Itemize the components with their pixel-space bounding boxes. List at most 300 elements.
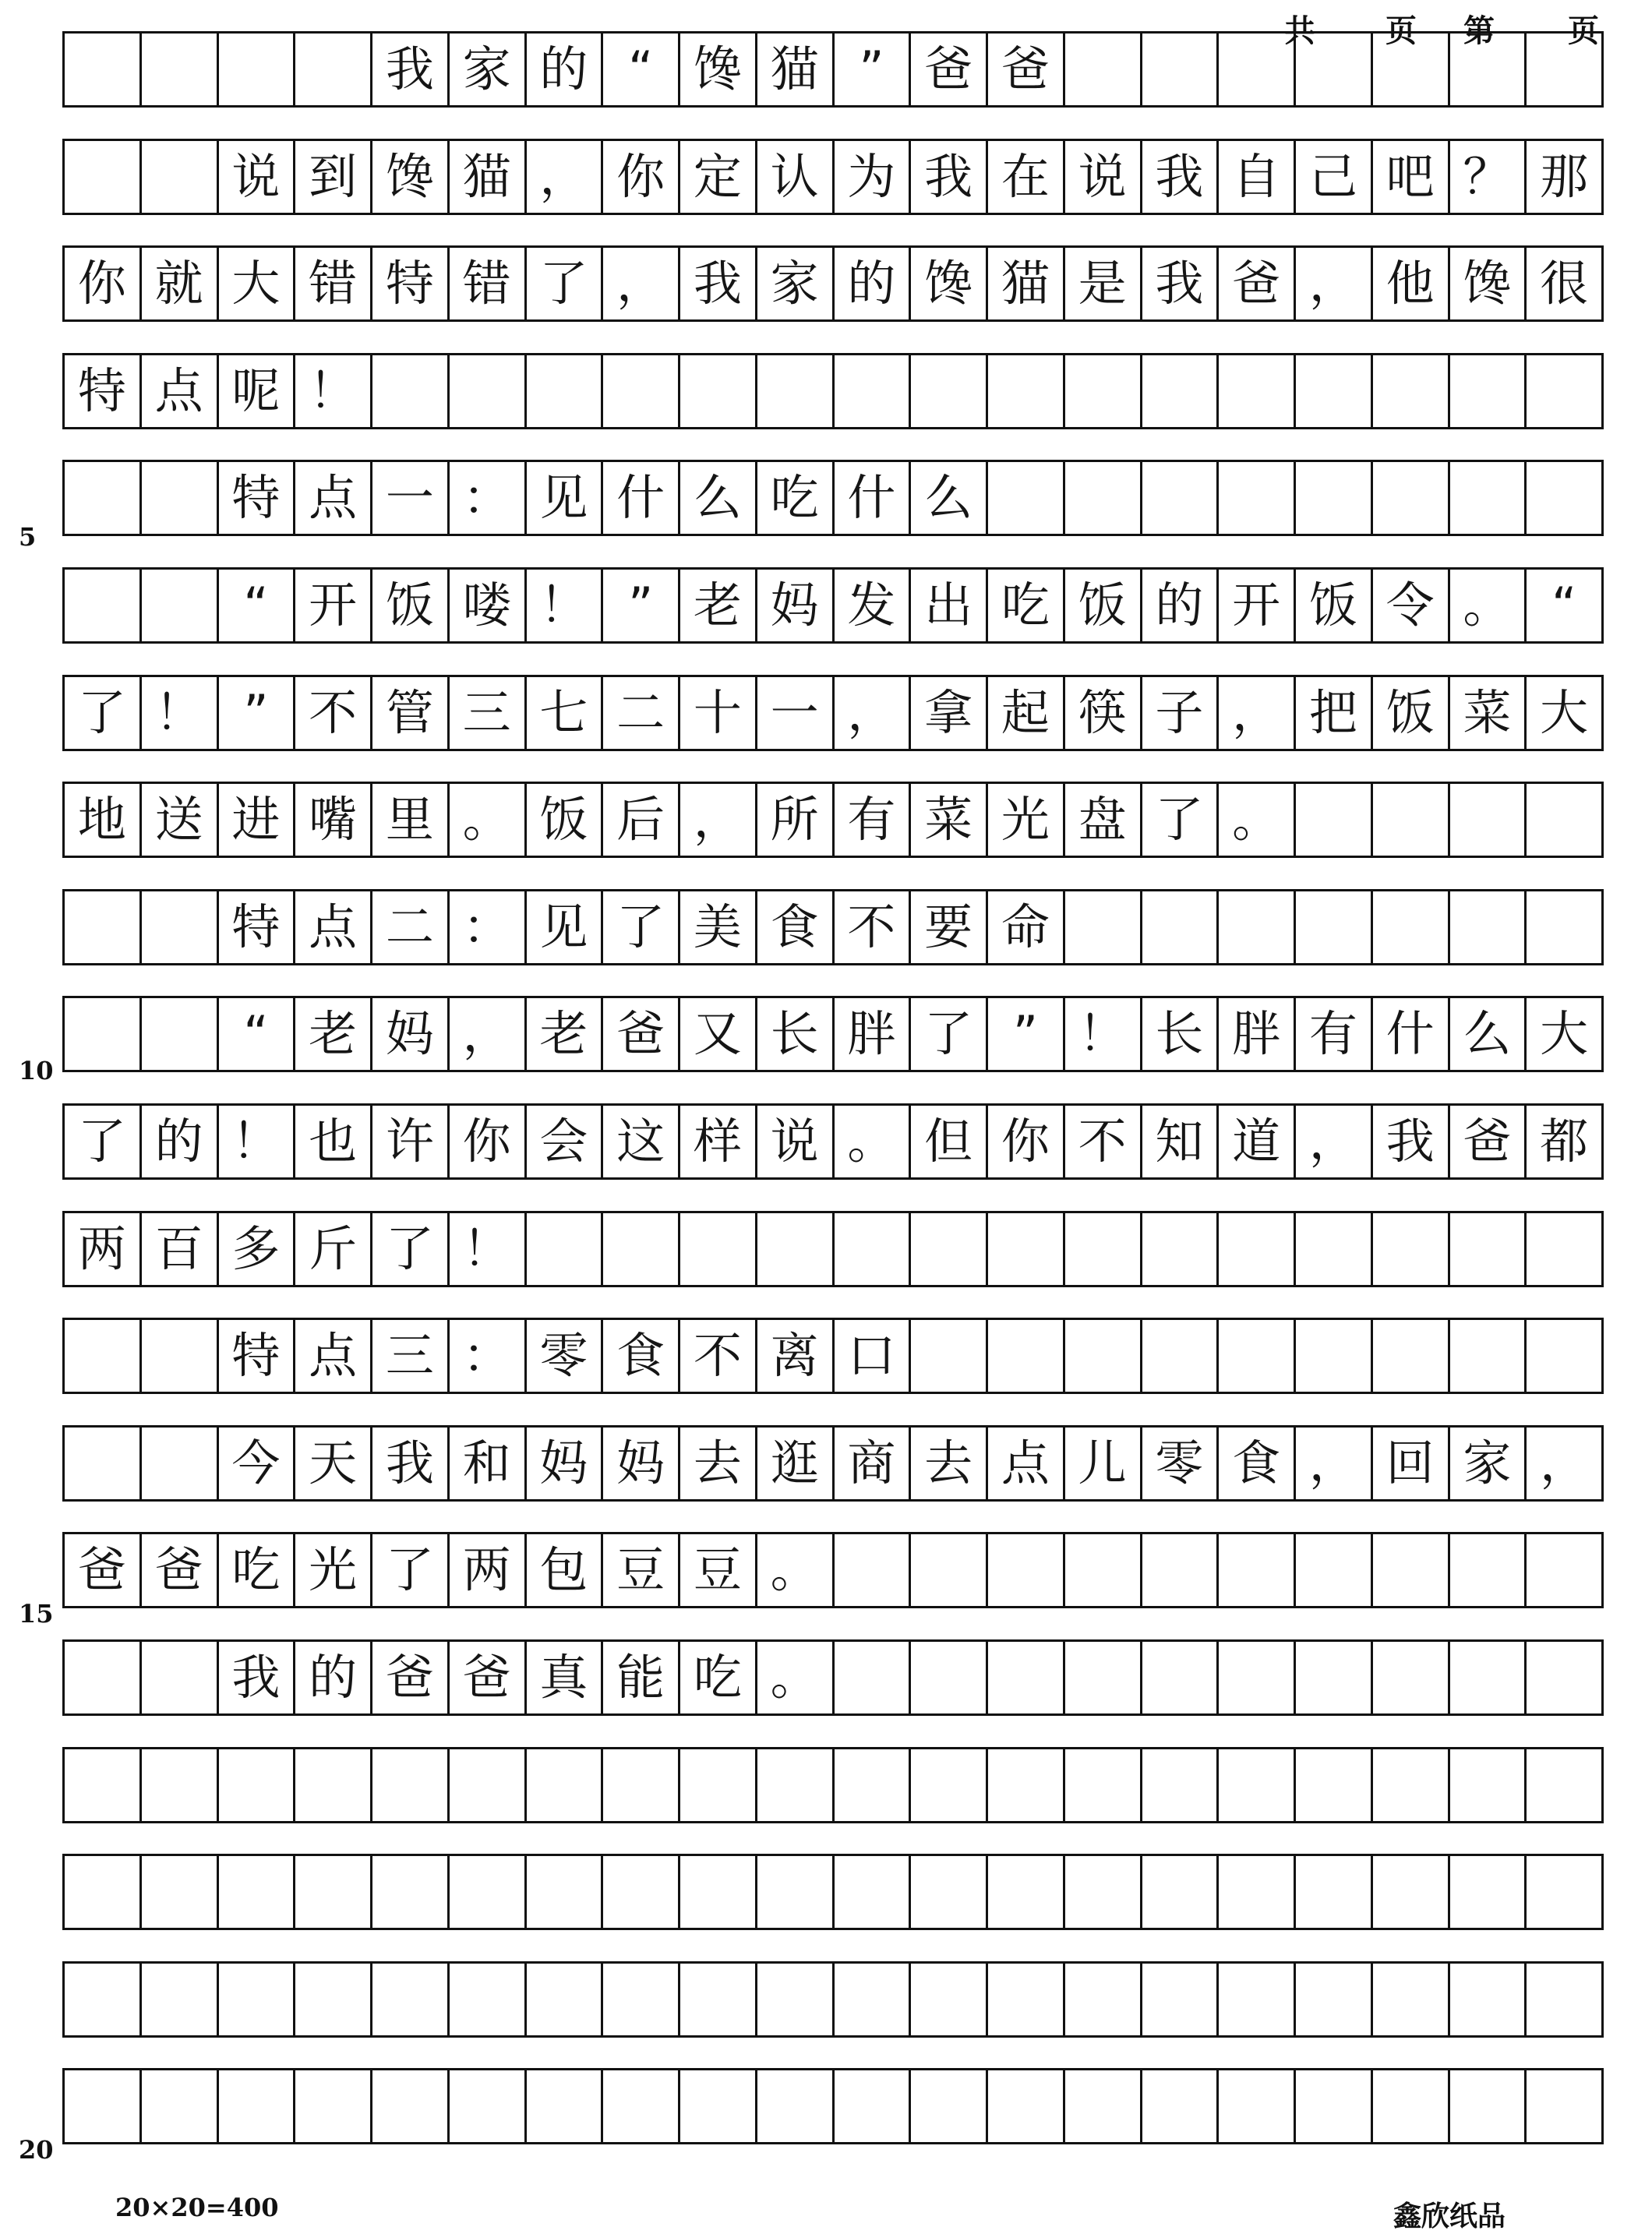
grid-cell	[1450, 1534, 1527, 1606]
grid-cell: 光	[988, 784, 1065, 856]
grid-cell: 菜	[1450, 677, 1527, 749]
grid-cell	[1296, 1642, 1373, 1713]
grid-cell: 我	[1142, 141, 1220, 213]
grid-cell: 样	[680, 1106, 757, 1177]
grid-cell	[911, 1964, 988, 2035]
grid-cell: 我	[1142, 248, 1220, 319]
grid-cell	[1450, 462, 1527, 534]
grid-cell	[142, 998, 219, 1070]
grid-cell	[1219, 34, 1296, 105]
grid-cell: 吧	[1373, 141, 1450, 213]
grid-cell: 吃	[988, 570, 1065, 641]
grid-cell: 点	[142, 355, 219, 427]
grid-cell: ，	[1540, 1435, 1589, 1491]
grid-cell	[988, 1642, 1065, 1713]
grid-cell	[1450, 2070, 1527, 2142]
grid-cell	[1373, 1534, 1450, 1606]
grid-cell: 那	[1540, 148, 1589, 205]
grid-cell: “	[219, 998, 296, 1070]
grid-cell	[527, 1856, 604, 1928]
grid-cell: 了	[372, 1213, 450, 1285]
grid-cell	[1296, 2070, 1373, 2142]
grid-cell: ”	[988, 998, 1065, 1070]
grid-cell	[1527, 1534, 1601, 1606]
grid-cell	[1450, 1856, 1527, 1928]
grid-cell	[372, 355, 450, 427]
grid-cell: 两	[65, 1213, 142, 1285]
grid-cell	[1065, 1749, 1142, 1821]
grid-cell	[835, 1964, 912, 2035]
grid-cell: 爸	[988, 34, 1065, 105]
grid-cell: 道	[1219, 1106, 1296, 1177]
grid-cell	[372, 1856, 450, 1928]
grid-cell: 后	[603, 784, 680, 856]
grid-cell: 老	[680, 570, 757, 641]
grid-cell: 特	[219, 1320, 296, 1392]
grid-cell: 认	[757, 141, 835, 213]
line-number-20: 20	[19, 2135, 54, 2165]
grid-cell: 么	[1450, 998, 1527, 1070]
grid-cell	[1065, 2070, 1142, 2142]
grid-cell: ：	[450, 1320, 527, 1392]
grid-cell	[295, 34, 372, 105]
grid-cell	[1373, 1320, 1450, 1392]
header-page: 页	[1385, 12, 1417, 49]
grid-cell: 家	[450, 34, 527, 105]
grid-cell: ！	[142, 677, 219, 749]
grid-cell: ，	[680, 784, 757, 856]
grid-cell	[988, 1749, 1065, 1821]
grid-cell	[1450, 1749, 1527, 1821]
grid-cell	[65, 34, 142, 105]
grid-cell: 什	[1373, 998, 1450, 1070]
grid-cell	[757, 2070, 835, 2142]
grid-cell	[1065, 462, 1142, 534]
grid-cell	[1527, 1964, 1601, 2035]
grid-cell: 三	[450, 677, 527, 749]
grid-cell: 说	[219, 141, 296, 213]
grid-cell: 百	[142, 1213, 219, 1285]
grid-row	[62, 1639, 1604, 1716]
grid-cell: ，	[1296, 1106, 1373, 1177]
grid-cell: 喽	[450, 570, 527, 641]
grid-cell	[1527, 1856, 1601, 1928]
grid-cell	[65, 1428, 142, 1499]
header-page-2: 页	[1568, 12, 1599, 49]
grid-cell	[450, 2070, 527, 2142]
grid-cell	[1142, 1642, 1220, 1713]
grid-cell: 妈	[603, 1428, 680, 1499]
grid-cell: 盘	[1065, 784, 1142, 856]
grid-cell	[603, 1749, 680, 1821]
grid-cell: ，	[527, 141, 604, 213]
grid-cell: 也	[295, 1106, 372, 1177]
grid-cell: ！	[295, 355, 372, 427]
grid-cell	[988, 1320, 1065, 1392]
grid-cell: 家	[1450, 1428, 1527, 1499]
grid-cell	[142, 2070, 219, 2142]
grid-cell	[372, 1964, 450, 2035]
grid-cell: ！	[219, 1106, 296, 1177]
grid-cell	[219, 1749, 296, 1821]
grid-cell	[1142, 1749, 1220, 1821]
grid-cell	[835, 1642, 912, 1713]
grid-cell	[450, 1749, 527, 1821]
grid-cell: 为	[835, 141, 912, 213]
grid-cell	[1373, 1964, 1450, 2035]
grid-cell: ”	[603, 570, 680, 641]
grid-cell: 二	[372, 891, 450, 963]
grid-row	[62, 1318, 1604, 1394]
grid-cell	[1373, 2070, 1450, 2142]
grid-cell: 什	[835, 462, 912, 534]
grid-cell: 爸	[1450, 1106, 1527, 1177]
grid-cell: 馋	[372, 141, 450, 213]
paper-brand: 鑫欣纸品	[1393, 2200, 1506, 2232]
grid-cell: 了	[911, 998, 988, 1070]
grid-cell: 饭	[1373, 677, 1450, 749]
grid-cell	[450, 1856, 527, 1928]
grid-cell	[1373, 784, 1450, 856]
grid-cell: 自	[1219, 141, 1296, 213]
grid-cell	[142, 1856, 219, 1928]
grid-cell: ，	[1296, 248, 1373, 319]
grid-cell	[835, 355, 912, 427]
grid-cell: 了	[1142, 784, 1220, 856]
grid-cell: 会	[527, 1106, 604, 1177]
grid-cell	[1527, 34, 1601, 105]
grid-cell	[1296, 1213, 1373, 1285]
grid-cell: ！	[1065, 998, 1142, 1070]
grid-cell	[1373, 1856, 1450, 1928]
grid-cell: 饭	[1065, 570, 1142, 641]
grid-cell	[142, 1749, 219, 1821]
grid-cell	[1219, 355, 1296, 427]
grid-cell	[911, 2070, 988, 2142]
grid-cell	[1296, 355, 1373, 427]
grid-cell: 命	[988, 891, 1065, 963]
grid-cell	[295, 1749, 372, 1821]
grid-cell	[219, 2070, 296, 2142]
grid-cell: 嘴	[295, 784, 372, 856]
grid-cell: 豆	[680, 1534, 757, 1606]
grid-cell: 馋	[911, 248, 988, 319]
grid-cell	[1296, 1749, 1373, 1821]
grid-cell: 老	[527, 998, 604, 1070]
grid-cell	[911, 1213, 988, 1285]
grid-cell: 我	[372, 34, 450, 105]
grid-cell: ，	[603, 248, 680, 319]
grid-cell: 爸	[142, 1534, 219, 1606]
grid-cell	[835, 2070, 912, 2142]
grid-row	[62, 2068, 1604, 2144]
grid-cell: 了	[527, 248, 604, 319]
grid-row	[62, 139, 1604, 215]
grid-cell	[1142, 462, 1220, 534]
grid-cell: ：	[450, 462, 527, 534]
grid-spec: 20×20=400	[115, 2193, 279, 2222]
line-number-15: 15	[19, 1599, 54, 1629]
grid-cell	[1450, 784, 1527, 856]
grid-cell	[988, 1534, 1065, 1606]
grid-cell: 一	[372, 462, 450, 534]
grid-cell	[1450, 1964, 1527, 2035]
grid-cell: ，	[450, 998, 527, 1070]
grid-cell: 开	[295, 570, 372, 641]
grid-cell: 你	[603, 141, 680, 213]
grid-cell: 错	[450, 248, 527, 319]
grid-cell: 家	[757, 248, 835, 319]
grid-cell	[1219, 1642, 1296, 1713]
grid-cell: ，	[1219, 677, 1296, 749]
grid-cell	[1142, 1320, 1220, 1392]
grid-cell: 光	[295, 1534, 372, 1606]
line-number-5: 5	[19, 522, 37, 552]
grid-cell: 我	[1373, 1106, 1450, 1177]
grid-cell	[65, 1856, 142, 1928]
grid-cell	[527, 1213, 604, 1285]
grid-cell: 了	[603, 891, 680, 963]
grid-cell	[1373, 1642, 1450, 1713]
grid-cell: 长	[757, 998, 835, 1070]
grid-row	[62, 353, 1604, 429]
grid-cell	[219, 34, 296, 105]
grid-cell: “	[603, 34, 680, 105]
grid-cell	[1527, 1642, 1601, 1713]
grid-cell	[1219, 1213, 1296, 1285]
grid-cell	[1296, 462, 1373, 534]
grid-cell	[1219, 2070, 1296, 2142]
grid-cell: 。	[757, 1534, 835, 1606]
grid-cell	[65, 141, 142, 213]
grid-cell: 天	[295, 1428, 372, 1499]
grid-cell	[1142, 1213, 1220, 1285]
grid-cell: 两	[450, 1534, 527, 1606]
grid-cell: 定	[680, 141, 757, 213]
grid-cell	[680, 1749, 757, 1821]
grid-cell: 知	[1142, 1106, 1220, 1177]
grid-cell	[1373, 1749, 1450, 1821]
grid-cell: 什	[603, 462, 680, 534]
grid-cell	[1065, 1534, 1142, 1606]
grid-cell: 离	[757, 1320, 835, 1392]
grid-cell: 零	[527, 1320, 604, 1392]
grid-cell: 爸	[603, 998, 680, 1070]
grid-cell: ，	[1296, 1428, 1373, 1499]
grid-cell	[142, 1320, 219, 1392]
grid-cell	[142, 462, 219, 534]
grid-cell: 。	[450, 784, 527, 856]
grid-cell	[1065, 34, 1142, 105]
grid-cell: 的	[1142, 570, 1220, 641]
grid-cell: ！	[527, 570, 604, 641]
grid-cell	[219, 1856, 296, 1928]
grid-cell: 十	[680, 677, 757, 749]
grid-cell: 但	[911, 1106, 988, 1177]
grid-row	[62, 567, 1604, 644]
grid-cell	[603, 2070, 680, 2142]
grid-cell: 爸	[65, 1534, 142, 1606]
grid-cell	[1219, 1320, 1296, 1392]
grid-cell	[1450, 1213, 1527, 1285]
grid-row	[62, 1961, 1604, 2038]
grid-cell: 口	[835, 1320, 912, 1392]
grid-cell: 吃	[680, 1642, 757, 1713]
grid-cell	[1219, 462, 1296, 534]
grid-cell: 爸	[372, 1642, 450, 1713]
grid-cell	[527, 2070, 604, 2142]
grid-cell: 。	[1219, 784, 1296, 856]
grid-cell: 去	[680, 1428, 757, 1499]
grid-cell	[1296, 1964, 1373, 2035]
grid-cell: 斤	[295, 1213, 372, 1285]
grid-cell	[1296, 34, 1373, 105]
grid-cell: 吃	[757, 462, 835, 534]
grid-cell	[757, 355, 835, 427]
grid-cell	[527, 355, 604, 427]
grid-cell: 了	[372, 1534, 450, 1606]
grid-row	[62, 1532, 1604, 1608]
grid-cell	[1065, 1642, 1142, 1713]
grid-cell	[1450, 355, 1527, 427]
grid-cell: 多	[219, 1213, 296, 1285]
grid-cell: 老	[295, 998, 372, 1070]
grid-cell: 儿	[1065, 1428, 1142, 1499]
grid-cell: 爸	[911, 34, 988, 105]
grid-cell: 不	[295, 677, 372, 749]
grid-cell	[1065, 1856, 1142, 1928]
grid-cell: 包	[527, 1534, 604, 1606]
grid-cell	[835, 1749, 912, 1821]
grid-cell	[1296, 1534, 1373, 1606]
grid-cell	[295, 1964, 372, 2035]
grid-cell: 呢	[219, 355, 296, 427]
grid-cell: 不	[680, 1320, 757, 1392]
grid-cell: ”	[219, 677, 296, 749]
grid-cell	[1219, 1964, 1296, 2035]
grid-cell: 二	[603, 677, 680, 749]
grid-cell: 一	[757, 677, 835, 749]
grid-cell	[988, 1213, 1065, 1285]
grid-cell	[1527, 1320, 1601, 1392]
grid-cell: 长	[1142, 998, 1220, 1070]
grid-cell	[65, 462, 142, 534]
grid-cell: 地	[65, 784, 142, 856]
grid-row	[62, 31, 1604, 108]
grid-cell	[603, 355, 680, 427]
grid-cell: 你	[450, 1106, 527, 1177]
grid-cell: 胖	[1219, 998, 1296, 1070]
grid-cell: 许	[372, 1106, 450, 1177]
grid-cell	[142, 1964, 219, 2035]
grid-cell	[835, 1856, 912, 1928]
grid-cell	[911, 1642, 988, 1713]
grid-cell: 。	[757, 1642, 835, 1713]
grid-cell: “	[1551, 577, 1577, 633]
grid-cell: 我	[911, 141, 988, 213]
grid-row	[62, 1854, 1604, 1930]
grid-cell	[1527, 784, 1601, 856]
grid-cell: 七	[527, 677, 604, 749]
grid-cell	[757, 1856, 835, 1928]
grid-cell: 管	[372, 677, 450, 749]
grid-cell: 回	[1373, 1428, 1450, 1499]
grid-cell: 妈	[372, 998, 450, 1070]
grid-cell: 菜	[911, 784, 988, 856]
grid-row	[62, 1211, 1604, 1287]
grid-cell	[1296, 1856, 1373, 1928]
grid-cell: 饭	[527, 784, 604, 856]
grid-cell	[911, 1856, 988, 1928]
grid-cell	[1065, 1213, 1142, 1285]
grid-cell: 出	[911, 570, 988, 641]
grid-cell	[988, 462, 1065, 534]
grid-cell: 有	[1296, 998, 1373, 1070]
grid-row	[62, 1747, 1604, 1823]
grid-cell: 你	[988, 1106, 1065, 1177]
grid-cell	[1142, 34, 1220, 105]
grid-cell: 特	[219, 891, 296, 963]
grid-cell: 大	[219, 248, 296, 319]
grid-cell	[1065, 891, 1142, 963]
grid-cell	[1527, 462, 1601, 534]
header-nth: 第	[1463, 12, 1495, 49]
grid-cell: 点	[295, 462, 372, 534]
grid-cell	[757, 1749, 835, 1821]
grid-cell: 胖	[835, 998, 912, 1070]
grid-row	[62, 460, 1604, 536]
grid-cell: 逛	[757, 1428, 835, 1499]
grid-cell	[911, 1534, 988, 1606]
grid-cell	[65, 1749, 142, 1821]
grid-cell: 今	[219, 1428, 296, 1499]
grid-cell	[1065, 355, 1142, 427]
grid-cell: 的	[527, 34, 604, 105]
grid-cell: 点	[295, 891, 372, 963]
grid-cell: 开	[1219, 570, 1296, 641]
grid-cell	[1450, 1320, 1527, 1392]
grid-cell: 真	[527, 1642, 604, 1713]
grid-cell	[65, 570, 142, 641]
grid-cell: ：	[450, 891, 527, 963]
grid-cell	[988, 1964, 1065, 2035]
grid-cell: 里	[372, 784, 450, 856]
grid-cell	[1450, 34, 1527, 105]
grid-cell: 的	[835, 248, 912, 319]
grid-cell	[142, 34, 219, 105]
grid-cell: 你	[65, 248, 142, 319]
grid-cell	[1373, 891, 1450, 963]
grid-cell: 子	[1142, 677, 1220, 749]
grid-cell	[65, 1964, 142, 2035]
grid-cell: 我	[372, 1428, 450, 1499]
grid-cell	[757, 1964, 835, 2035]
grid-cell	[450, 355, 527, 427]
grid-row	[62, 996, 1604, 1072]
grid-cell: 特	[65, 355, 142, 427]
grid-cell: 大	[1540, 1005, 1589, 1062]
grid-cell: ！	[450, 1213, 527, 1285]
grid-cell: 我	[219, 1642, 296, 1713]
grid-cell	[1527, 1213, 1601, 1285]
grid-cell	[527, 1964, 604, 2035]
grid-cell: 都	[1540, 1113, 1589, 1170]
grid-cell	[1142, 1964, 1220, 2035]
grid-cell: 点	[988, 1428, 1065, 1499]
grid-cell: 所	[757, 784, 835, 856]
grid-cell	[680, 1213, 757, 1285]
grid-cell	[680, 2070, 757, 2142]
